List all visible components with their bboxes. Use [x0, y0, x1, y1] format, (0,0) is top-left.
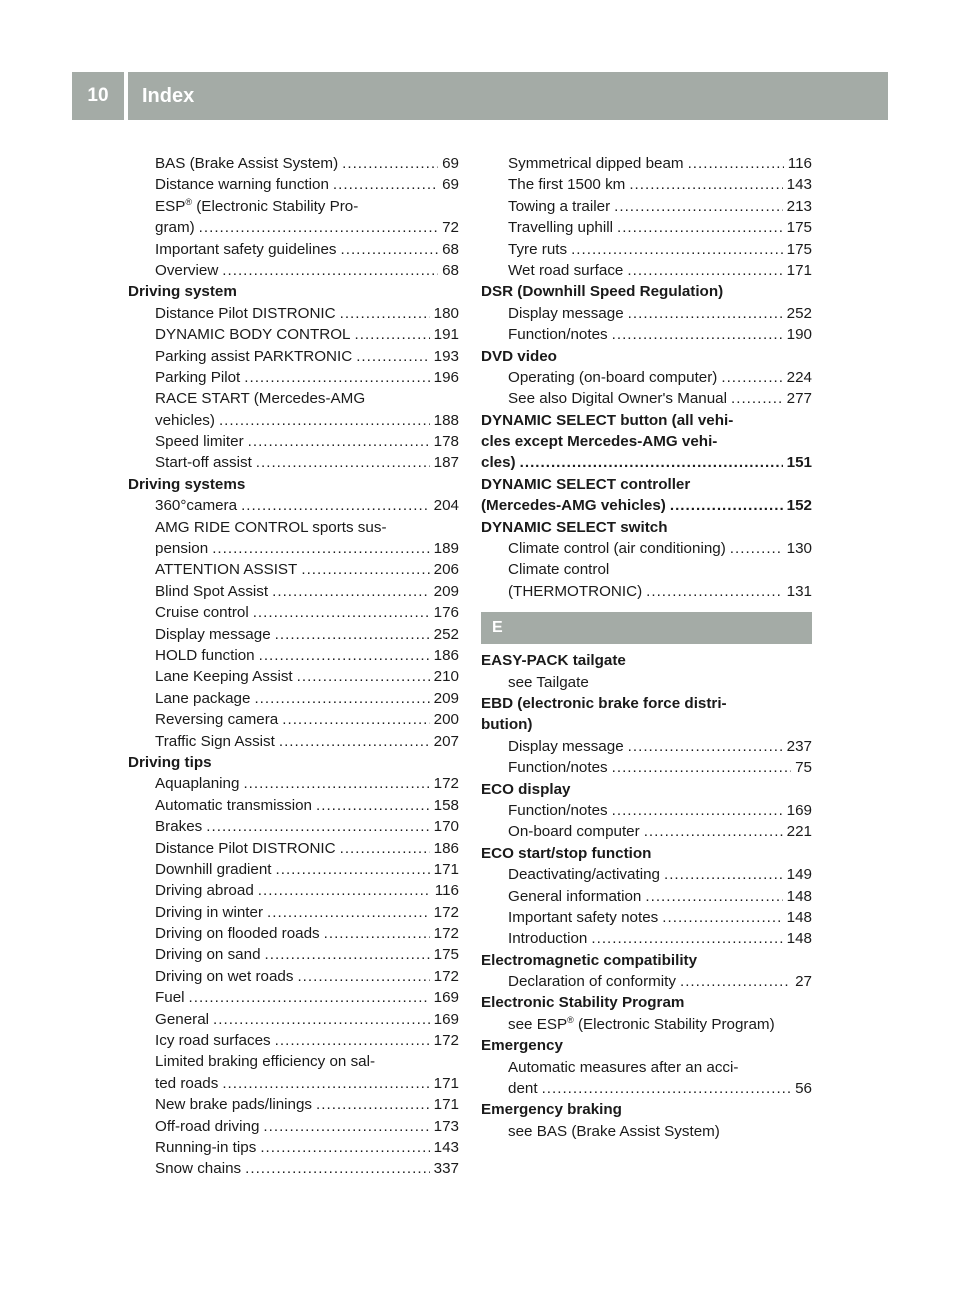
page-ref: 176 — [433, 604, 459, 622]
index-subentry — [128, 944, 459, 965]
index-heading: Electronic Stability Program — [481, 994, 685, 1012]
index-heading: DSR (Downhill Speed Regulation) — [481, 283, 724, 301]
dot-leader — [730, 538, 783, 559]
index-subentry — [481, 174, 812, 195]
index-subentry — [128, 452, 459, 473]
index-subentry — [128, 217, 459, 238]
entry-text: DYNAMIC BODY CONTROL — [155, 326, 351, 344]
entry-text: Symmetrical dipped beam — [508, 155, 684, 172]
dot-leader — [189, 987, 430, 1008]
page-ref: 158 — [433, 796, 459, 814]
entry-text: see ESP — [508, 1015, 568, 1033]
entry-text: Display message — [508, 737, 624, 755]
dot-leader — [355, 324, 430, 345]
index-heading — [481, 495, 812, 516]
page-ref: 221 — [786, 823, 812, 841]
dot-leader — [244, 367, 429, 388]
entry-text: dent — [508, 1080, 538, 1098]
dot-leader — [253, 602, 430, 623]
entry-text: Important safety notes — [508, 908, 659, 926]
dot-leader — [680, 971, 791, 992]
dot-leader — [646, 581, 783, 602]
entry-text-continued: (Electronic Stability Pro- — [192, 197, 359, 215]
entry-text: Deactivating/activating — [508, 866, 660, 884]
dot-leader — [275, 1030, 430, 1051]
index-subentry — [481, 324, 812, 345]
dot-leader — [614, 196, 783, 217]
entry-text: Snow chains — [155, 1160, 242, 1178]
page-ref: 68 — [442, 240, 459, 258]
index-subentry — [128, 324, 459, 345]
index-subentry — [481, 736, 812, 757]
dot-leader — [628, 736, 783, 757]
index-heading: Driving system — [128, 283, 237, 301]
entry-text: Blind Spot Assist — [155, 582, 269, 600]
entry-text: Driving on wet roads — [155, 967, 294, 985]
page-ref: 175 — [786, 219, 812, 237]
index-subentry — [128, 666, 459, 687]
index-subentry — [128, 773, 459, 794]
dot-leader — [617, 217, 783, 238]
section-title: Index — [128, 72, 888, 120]
index-subentry — [481, 196, 812, 217]
page-ref: 27 — [795, 973, 812, 991]
dot-leader — [324, 923, 430, 944]
index-subentry — [128, 431, 459, 452]
page-ref: 171 — [433, 860, 459, 878]
page-ref: 173 — [433, 1117, 459, 1135]
page-ref: 175 — [786, 240, 812, 258]
dot-leader — [612, 324, 783, 345]
index-heading: DVD video — [481, 347, 557, 365]
page-ref: 172 — [433, 925, 459, 943]
page-ref: 131 — [786, 582, 812, 600]
page-ref: 172 — [433, 775, 459, 793]
section-spacer — [481, 602, 812, 612]
entry-text: Parking Pilot — [155, 368, 241, 386]
dot-leader — [282, 709, 429, 730]
page-ref: 193 — [433, 347, 459, 365]
index-heading: Driving tips — [128, 753, 212, 771]
page-ref: 148 — [786, 908, 812, 926]
dot-leader — [629, 174, 782, 195]
dot-leader — [721, 367, 782, 388]
dot-leader — [342, 153, 438, 174]
index-subentry — [128, 196, 459, 217]
entry-text: Display message — [508, 304, 624, 322]
registered-mark: ® — [185, 196, 193, 207]
page-ref: 172 — [433, 967, 459, 985]
entry-text: Speed limiter — [155, 433, 244, 451]
entry-text: Distance Pilot DISTRONIC — [155, 304, 336, 322]
index-subentry — [128, 966, 459, 987]
index-column-left — [128, 153, 459, 1180]
dot-leader — [688, 153, 784, 174]
dot-leader — [254, 688, 429, 709]
entry-text: See also Digital Owner's Manual — [508, 390, 728, 408]
page-ref: 149 — [786, 866, 812, 884]
index-subentry — [481, 303, 812, 324]
index-heading: EBD (electronic brake force distri- — [481, 694, 727, 712]
dot-leader — [243, 773, 429, 794]
page-ref: 209 — [433, 689, 459, 707]
page-ref: 169 — [433, 989, 459, 1007]
index-subentry — [481, 1014, 812, 1035]
dot-leader — [276, 859, 430, 880]
page-ref: 172 — [433, 1032, 459, 1050]
dot-leader — [297, 966, 429, 987]
page-ref: 337 — [433, 1160, 459, 1178]
entry-text: Climate control (air conditioning) — [508, 540, 726, 558]
page-ref: 151 — [786, 454, 812, 472]
index-letter-heading: E — [481, 612, 812, 644]
index-heading: cles except Mercedes-AMG vehi- — [481, 433, 718, 451]
dot-leader — [542, 1078, 792, 1099]
dot-leader — [265, 944, 430, 965]
index-subentry — [128, 303, 459, 324]
index-subentry — [481, 971, 812, 992]
index-subentry — [128, 1094, 459, 1115]
page-ref: 171 — [786, 261, 812, 279]
index-heading: Emergency — [481, 1037, 563, 1055]
index-subentry — [128, 688, 459, 709]
dot-leader — [612, 757, 791, 778]
page-ref: 175 — [433, 946, 459, 964]
page-ref: 186 — [433, 839, 459, 857]
page-ref: 200 — [433, 711, 459, 729]
dot-leader — [222, 1073, 429, 1094]
dot-leader — [627, 260, 782, 281]
dot-leader — [297, 666, 430, 687]
page-ref: 170 — [433, 818, 459, 836]
entry-text: Lane package — [155, 689, 251, 707]
dot-leader — [645, 886, 782, 907]
index-subentry — [481, 388, 812, 409]
page-ref: 206 — [433, 561, 459, 579]
index-subentry — [128, 1158, 459, 1179]
page-ref: 190 — [786, 326, 812, 344]
entry-text: vehicles) — [155, 411, 215, 429]
page-ref: 213 — [786, 197, 812, 215]
index-subentry — [128, 174, 459, 195]
page-ref: 189 — [433, 540, 459, 558]
entry-text: Downhill gradient — [155, 860, 272, 878]
dot-leader — [662, 907, 782, 928]
page-ref: 204 — [433, 497, 459, 515]
page-ref: 209 — [433, 582, 459, 600]
page-ref: 187 — [433, 454, 459, 472]
dot-leader — [644, 821, 783, 842]
page-ref: 152 — [786, 497, 812, 515]
index-subentry — [481, 907, 812, 928]
index-subentry — [128, 880, 459, 901]
entry-text: Important safety guidelines — [155, 240, 337, 258]
index-subentry — [481, 538, 812, 559]
page-ref: 56 — [795, 1080, 812, 1098]
entry-text: Icy road surfaces — [155, 1032, 271, 1050]
page-ref: 69 — [442, 176, 459, 194]
dot-leader — [267, 902, 430, 923]
page-ref: 207 — [433, 732, 459, 750]
index-subentry: see BAS (Brake Assist System) — [508, 1122, 720, 1140]
dot-leader — [520, 452, 783, 473]
dot-leader — [664, 864, 783, 885]
entry-text: Driving in winter — [155, 903, 264, 921]
index-heading: ECO display — [481, 780, 571, 798]
page-ref: 68 — [442, 261, 459, 279]
dot-leader — [259, 645, 430, 666]
dot-leader — [341, 239, 439, 260]
index-subentry — [128, 987, 459, 1008]
index-subentry — [128, 495, 459, 516]
page-ref: 172 — [433, 903, 459, 921]
registered-mark: ® — [567, 1014, 574, 1025]
dot-leader — [571, 239, 783, 260]
index-subentry — [128, 260, 459, 281]
entry-text: HOLD function — [155, 646, 255, 664]
index-heading: DYNAMIC SELECT controller — [481, 475, 691, 493]
index-subentry — [128, 624, 459, 645]
entry-text: Wet road surface — [508, 261, 624, 279]
entry-text: pension — [155, 540, 209, 558]
index-subentry — [128, 559, 459, 580]
index-heading-text: (Mercedes-AMG vehicles) — [481, 497, 666, 515]
index-heading: Electromagnetic compatibility — [481, 951, 698, 969]
entry-text: Fuel — [155, 989, 185, 1007]
page-ref: 69 — [442, 155, 459, 172]
index-subentry — [481, 757, 812, 778]
index-heading: Emergency braking — [481, 1101, 622, 1119]
dot-leader — [241, 495, 430, 516]
index-subentry — [128, 1116, 459, 1137]
dot-leader — [340, 303, 430, 324]
entry-text-continued: (Electronic Stability Program) — [573, 1015, 775, 1033]
index-subentry — [128, 602, 459, 623]
dot-leader — [301, 559, 429, 580]
index-heading: DYNAMIC SELECT switch — [481, 518, 668, 536]
entry-text: ted roads — [155, 1074, 219, 1092]
dot-leader — [213, 1009, 430, 1030]
entry-text: Display message — [155, 625, 271, 643]
dot-leader — [356, 346, 429, 367]
index-subentry: Automatic measures after an acci- — [508, 1058, 739, 1076]
page-number: 10 — [72, 72, 124, 120]
index-subentry — [481, 1078, 812, 1099]
index-subentry — [128, 795, 459, 816]
entry-text: gram) — [155, 219, 195, 237]
index-subentry — [481, 260, 812, 281]
entry-text: On-board computer — [508, 823, 640, 841]
entry-text: Overview — [155, 261, 219, 279]
index-heading: EASY-PACK tailgate — [481, 652, 626, 670]
page-ref: 148 — [786, 930, 812, 948]
index-subentry — [481, 864, 812, 885]
dot-leader — [612, 800, 783, 821]
entry-text: Driving on flooded roads — [155, 925, 320, 943]
index-subentry — [481, 886, 812, 907]
index-subentry — [481, 928, 812, 949]
page-ref: 116 — [434, 882, 459, 900]
index-subentry: Climate control — [508, 561, 610, 579]
index-column-right — [481, 153, 812, 1142]
index-heading: ECO start/stop function — [481, 844, 652, 862]
page-ref: 116 — [787, 155, 812, 172]
index-subentry: Limited braking efficiency on sal- — [155, 1053, 376, 1071]
page-ref: 186 — [433, 646, 459, 664]
entry-text: Start-off assist — [155, 454, 252, 472]
index-subentry: see Tailgate — [508, 673, 589, 691]
entry-text: Tyre ruts — [508, 240, 568, 258]
index-subentry — [481, 153, 812, 174]
dot-leader — [206, 816, 429, 837]
entry-text: Declaration of conformity — [508, 973, 676, 991]
dot-leader — [591, 928, 782, 949]
entry-text: New brake pads/linings — [155, 1096, 313, 1114]
page-ref: 237 — [786, 737, 812, 755]
dot-leader — [260, 1137, 429, 1158]
page-ref: 143 — [433, 1138, 459, 1156]
page-ref: 178 — [433, 433, 459, 451]
dot-leader — [670, 495, 783, 516]
index-subentry — [128, 153, 459, 174]
dot-leader — [275, 624, 430, 645]
entry-text: 360°camera — [155, 497, 238, 515]
dot-leader — [222, 260, 438, 281]
entry-text: Brakes — [155, 818, 203, 836]
entry-text: Driving abroad — [155, 882, 254, 900]
page-ref: 143 — [786, 176, 812, 194]
index-subentry — [128, 581, 459, 602]
entry-text: Function/notes — [508, 326, 608, 344]
page-ref: 148 — [786, 887, 812, 905]
index-subentry — [128, 410, 459, 431]
page-ref: 130 — [786, 540, 812, 558]
dot-leader — [245, 1158, 430, 1179]
entry-text: Parking assist PARKTRONIC — [155, 347, 353, 365]
index-subentry — [128, 239, 459, 260]
dot-leader — [248, 431, 430, 452]
page-ref: 277 — [786, 390, 812, 408]
entry-text: Lane Keeping Assist — [155, 668, 293, 686]
page-ref: 191 — [433, 326, 459, 344]
entry-text: Distance warning function — [155, 176, 329, 194]
page-ref: 171 — [433, 1096, 459, 1114]
page-ref: 196 — [433, 368, 459, 386]
page-ref: 169 — [433, 1010, 459, 1028]
page-ref: 171 — [433, 1074, 459, 1092]
entry-text: Automatic transmission — [155, 796, 312, 814]
entry-text: BAS (Brake Assist System) — [155, 155, 339, 172]
entry-text: Distance Pilot DISTRONIC — [155, 839, 336, 857]
entry-text: Introduction — [508, 930, 588, 948]
entry-text: General — [155, 1010, 210, 1028]
page-ref: 169 — [786, 801, 812, 819]
index-subentry — [481, 581, 812, 602]
index-subentry — [128, 367, 459, 388]
entry-text: The first 1500 km — [508, 176, 626, 194]
page-ref: 188 — [433, 411, 459, 429]
dot-leader — [316, 1094, 430, 1115]
index-subentry — [128, 1073, 459, 1094]
entry-text: ESP — [155, 197, 186, 215]
entry-text: Reversing camera — [155, 711, 279, 729]
entry-text: Traffic Sign Assist — [155, 732, 275, 750]
page-ref: 180 — [433, 304, 459, 322]
index-subentry — [128, 1030, 459, 1051]
index-heading: DYNAMIC SELECT button (all vehi- — [481, 411, 734, 429]
index-subentry — [128, 645, 459, 666]
dot-leader — [212, 538, 429, 559]
entry-text: ATTENTION ASSIST — [155, 561, 298, 579]
entry-text: Operating (on-board computer) — [508, 368, 718, 386]
dot-leader — [279, 731, 430, 752]
entry-text: Driving on sand — [155, 946, 261, 964]
index-subentry — [128, 902, 459, 923]
entry-text: Function/notes — [508, 801, 608, 819]
index-subentry — [128, 731, 459, 752]
index-subentry — [128, 923, 459, 944]
entry-text: General information — [508, 887, 642, 905]
page-ref: 224 — [786, 368, 812, 386]
page-ref: 252 — [786, 304, 812, 322]
index-subentry — [128, 859, 459, 880]
index-heading-text: cles) — [481, 454, 516, 472]
entry-text: Function/notes — [508, 759, 608, 777]
index-subentry — [128, 1009, 459, 1030]
index-subentry — [128, 538, 459, 559]
dot-leader — [333, 174, 438, 195]
dot-leader — [340, 838, 430, 859]
dot-leader — [272, 581, 430, 602]
index-subentry — [481, 217, 812, 238]
dot-leader — [316, 795, 430, 816]
index-heading: bution) — [481, 716, 533, 734]
index-subentry — [128, 816, 459, 837]
index-heading: Driving systems — [128, 475, 246, 493]
index-subentry — [128, 346, 459, 367]
dot-leader — [199, 217, 438, 238]
page-ref: 75 — [795, 759, 812, 777]
index-subentry — [481, 800, 812, 821]
dot-leader — [258, 880, 431, 901]
dot-leader — [263, 1116, 429, 1137]
dot-leader — [731, 388, 783, 409]
entry-text: Running-in tips — [155, 1138, 257, 1156]
entry-text: Aquaplaning — [155, 775, 240, 793]
index-heading — [481, 452, 812, 473]
page-ref: 72 — [442, 219, 459, 237]
index-subentry — [128, 838, 459, 859]
entry-text: Off-road driving — [155, 1117, 260, 1135]
page-ref: 210 — [433, 668, 459, 686]
entry-text: Travelling uphill — [508, 219, 613, 237]
index-subentry — [128, 709, 459, 730]
index-subentry: RACE START (Mercedes-AMG — [155, 390, 366, 408]
index-subentry — [481, 821, 812, 842]
dot-leader — [256, 452, 430, 473]
index-subentry: AMG RIDE CONTROL sports sus- — [155, 518, 387, 536]
index-subentry — [128, 1137, 459, 1158]
dot-leader — [628, 303, 783, 324]
index-subentry — [481, 367, 812, 388]
entry-text: Cruise control — [155, 604, 249, 622]
entry-text: (THERMOTRONIC) — [508, 582, 643, 600]
index-subentry — [481, 239, 812, 260]
entry-text: Towing a trailer — [508, 197, 611, 215]
dot-leader — [219, 410, 430, 431]
page-ref: 252 — [433, 625, 459, 643]
